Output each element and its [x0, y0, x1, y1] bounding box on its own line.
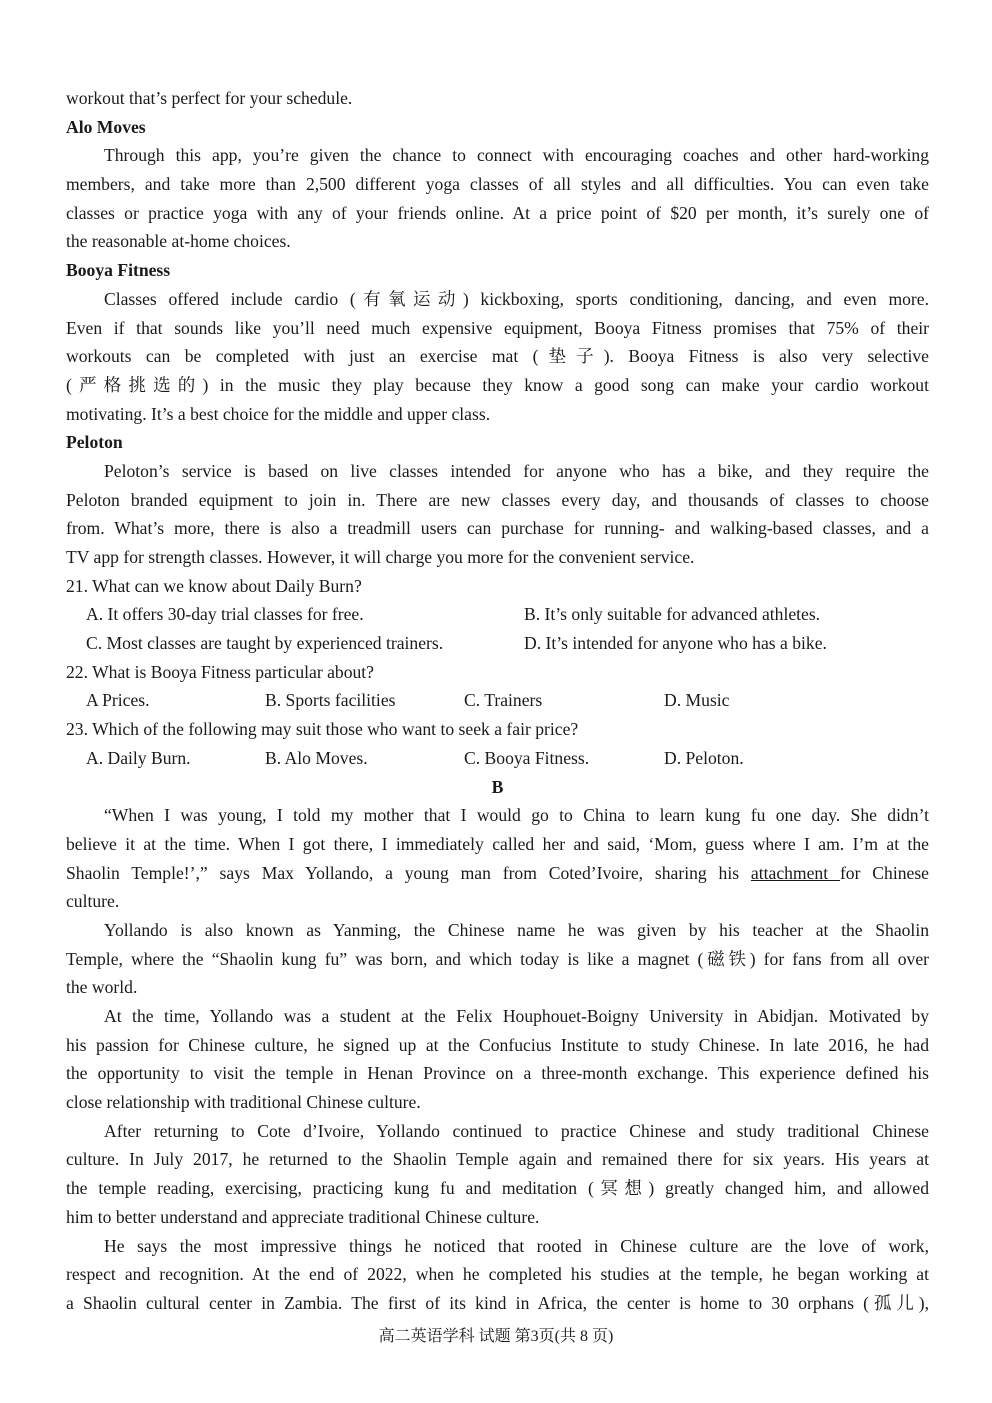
line-text: the opportunity to visit the temple in Henan Province on a three-month exchange. This experience defined his	[66, 1063, 929, 1084]
passage-b-line	[66, 1203, 929, 1232]
line-text: Through this app, you’re given the chance to connect with encouraging coaches and other hard-working	[104, 145, 929, 166]
line-text: him to better understand and appreciate traditional Chinese culture.	[66, 1206, 540, 1227]
underlined-word: attachment	[750, 862, 840, 883]
line-text: respect and recognition. At the end of 2022, when he completed his studies at the temple, he began working at	[66, 1264, 929, 1285]
passage-b-line	[66, 1260, 929, 1289]
passage-b-line	[66, 1031, 929, 1060]
line-text: Peloton	[66, 432, 123, 453]
line-text: Shaolin Temple!’,” says Max Yollando, a young man from Coted’Ivoire, sharing his	[66, 862, 751, 883]
passage-a-line	[66, 84, 929, 113]
line-text: TV app for strength classes. However, it will charge you more for the convenient service.	[66, 547, 695, 567]
option-d: D. It’s intended for anyone who has a bike.	[524, 633, 827, 654]
passage-a-line	[66, 227, 929, 256]
question-23	[66, 715, 929, 772]
option-d: D. Peloton.	[664, 747, 744, 768]
line-text: Temple, where the “Shaolin kung fu” was born, and which today is like a magnet (磁铁) for fans from all over	[66, 948, 929, 969]
line-text: the world.	[66, 977, 138, 998]
question-stem: 22. What is Booya Fitness particular about?	[66, 661, 374, 682]
passage-b-line	[66, 859, 929, 888]
option-row	[66, 629, 929, 658]
line-text: Peloton’s service is based on live classes intended for anyone who has a bike, and they require the	[104, 460, 929, 481]
question-stem: 23. Which of the following may suit those who want to seek a fair price?	[66, 719, 579, 740]
option-c: C. Most classes are taught by experienced trainers.	[86, 633, 444, 654]
option-a: A. It offers 30-day trial classes for free.	[86, 604, 364, 625]
passage-a-line	[66, 428, 929, 457]
passage-a-line	[66, 314, 929, 343]
line-text: Classes offered include cardio (有氧运动) kickboxing, sports conditioning, dancing, and even more.	[104, 288, 929, 309]
line-text: a Shaolin cultural center in Zambia. The first of its kind in Africa, the center is home to 30 orphans (孤儿),	[66, 1292, 929, 1313]
option-a: A. Daily Burn.	[86, 747, 191, 768]
passage-b-line	[66, 945, 929, 974]
line-text: culture.	[66, 891, 120, 912]
section-heading: B	[491, 776, 504, 797]
question-22	[66, 658, 929, 715]
passage-b-line	[66, 830, 929, 859]
line-text: close relationship with traditional Chinese culture.	[66, 1092, 421, 1113]
passage-a	[66, 84, 929, 572]
passage-b-line	[66, 1232, 929, 1261]
line-text: workout that’s perfect for your schedule.	[66, 88, 353, 108]
line-text: the reasonable at-home choices.	[66, 231, 291, 252]
passage-b-line	[66, 1117, 929, 1146]
line-text: believe it at the time. When I got there, I immediately called her and said, ‘Mom, guess where I am. I’m at the	[66, 833, 929, 854]
option-row	[66, 744, 929, 773]
passage-a-line	[66, 400, 929, 429]
option-b: B. Alo Moves.	[265, 747, 368, 768]
option-b: B. It’s only suitable for advanced athletes.	[524, 604, 821, 625]
passage-a-line	[66, 199, 929, 228]
passage-b-line	[66, 916, 929, 945]
passage-b-line	[66, 1002, 929, 1031]
question-21	[66, 572, 929, 658]
line-text: culture. In July 2017, he returned to the Shaolin Temple again and remained there for six years. His years at	[66, 1149, 929, 1170]
line-text: At the time, Yollando was a student at the Felix Houphouet-Boigny University in Abidjan. Motivated by	[104, 1006, 929, 1026]
line-text: (严格挑选的) in the music they play because they know a good song can make your cardio workout	[66, 374, 929, 395]
question-stem: 21. What can we know about Daily Burn?	[66, 575, 362, 596]
line-text: Alo Moves	[66, 116, 146, 137]
passage-a-line	[66, 486, 929, 515]
exam-page	[66, 84, 929, 1318]
line-text: After returning to Cote d’Ivoire, Yollando continued to practice Chinese and study traditional Chinese	[104, 1120, 929, 1141]
line-text: the temple reading, exercising, practicing kung fu and meditation (冥想) greatly changed him, and allowed	[66, 1178, 929, 1199]
passage-b	[66, 801, 929, 1317]
passage-b-line	[66, 887, 929, 916]
option-b: B. Sports facilities	[265, 690, 396, 711]
option-c: C. Trainers	[464, 690, 543, 711]
line-text: Even if that sounds like you’ll need much expensive equipment, Booya Fitness promises that 75% of their	[66, 317, 929, 338]
passage-a-line	[66, 342, 929, 371]
passage-b-line	[66, 1289, 929, 1318]
line-text: from. What’s more, there is also a treadmill users can purchase for running- and walking-based classes, and a	[66, 518, 929, 539]
passage-a-line	[66, 113, 929, 142]
passage-b-line	[66, 973, 929, 1002]
page-footer: 高二英语学科 试题 第3页(共 8 页)	[378, 1328, 614, 1345]
option-row	[66, 600, 929, 629]
option-row	[66, 686, 929, 715]
passage-a-line	[66, 256, 929, 285]
line-text: Booya Fitness	[66, 260, 171, 281]
passage-b-line	[66, 1174, 929, 1203]
line-text: for Chinese	[839, 862, 929, 883]
passage-b-line	[66, 801, 929, 830]
passage-a-line	[66, 285, 929, 314]
passage-a-line	[66, 371, 929, 400]
option-d: D. Music	[664, 690, 730, 711]
line-text: workouts can be completed with just an exercise mat (垫子). Booya Fitness is also very selective	[66, 346, 929, 367]
line-text: classes or practice yoga with any of your friends online. At a price point of $20 per month, it’s surely one of	[66, 202, 929, 223]
option-a: A Prices.	[86, 690, 150, 711]
line-text: Yollando is also known as Yanming, the Chinese name he was given by his teacher at the Shaolin	[104, 919, 929, 940]
passage-b-line	[66, 1088, 929, 1117]
passage-a-line	[66, 141, 929, 170]
passage-a-line	[66, 457, 929, 486]
passage-a-line	[66, 543, 929, 572]
passage-b-line	[66, 1145, 929, 1174]
passage-b-line	[66, 1059, 929, 1088]
line-text: He says the most impressive things he noticed that rooted in Chinese culture are the love of work,	[104, 1235, 929, 1256]
passage-a-line	[66, 170, 929, 199]
line-text: members, and take more than 2,500 different yoga classes of all styles and all difficulties. You can even take	[66, 174, 929, 195]
line-text: “When I was young, I told my mother that I would go to China to learn kung fu one day. She didn’t	[104, 805, 929, 826]
line-text: motivating. It’s a best choice for the middle and upper class.	[66, 403, 491, 424]
line-text: his passion for Chinese culture, he signed up at the Confucius Institute to study Chinese. In late 2016, he had	[66, 1034, 929, 1055]
line-text: Peloton branded equipment to join in. There are new classes every day, and thousands of classes to choose	[66, 489, 929, 510]
passage-a-line	[66, 514, 929, 543]
option-c: C. Booya Fitness.	[464, 747, 590, 768]
